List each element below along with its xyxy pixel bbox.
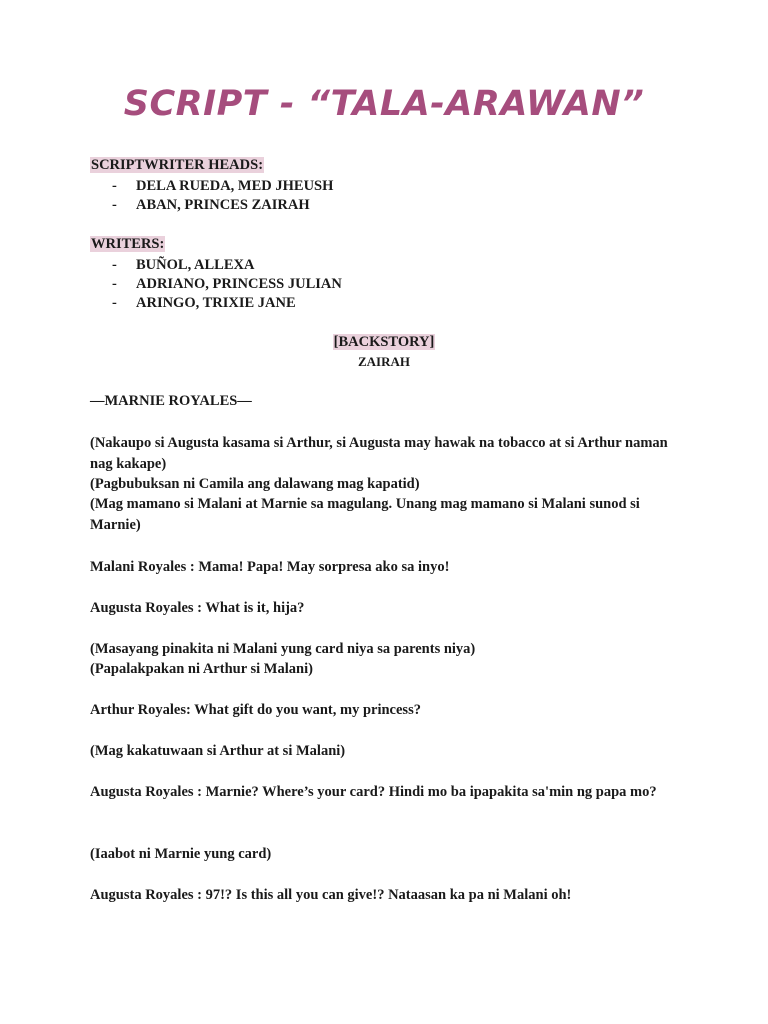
scriptwriter-heads-list: [112, 177, 333, 215]
section-author: ZAIRAH: [357, 354, 410, 369]
script-line: (Nakaupo si Augusta kasama si Arthur, si Augusta may hawak na tobacco at si Arthur naman nag kakape): [90, 435, 668, 472]
script-line: (Mag kakatuwaan si Arthur at si Malani): [90, 743, 346, 759]
script-line: (Pagbubuksan ni Camila ang dalawang mag kapatid): [90, 476, 420, 492]
dialogue-line: Malani Royales : Mama! Papa! May sorpresa ako sa inyo!: [90, 559, 450, 575]
writers-heading: [90, 236, 165, 253]
scene-header: —MARNIE ROYALES—: [90, 393, 252, 409]
list-item: - BUÑOL, ALLEXA: [112, 257, 255, 273]
script-title: SCRIPT - “TALA-ARAWAN”: [123, 84, 645, 124]
dialogue-line: Augusta Royales : 97!? Is this all you can give!? Nataasan ka pa ni Malani oh!: [90, 887, 572, 903]
dialogue-line: Augusta Royales : What is it, hija?: [90, 600, 305, 616]
dialogue-line: Arthur Royales: What gift do you want, my princess?: [90, 702, 421, 718]
writers-label: WRITERS:: [91, 236, 165, 252]
scriptwriter-heads-label: SCRIPTWRITER HEADS:: [91, 157, 264, 173]
dialogue-line: Augusta Royales : Marnie? Where’s your card? Hindi mo ba ipapakita sa'min ng papa mo?: [90, 784, 657, 800]
scriptwriter-heads-heading: [90, 157, 264, 174]
script-line: (Masayang pinakita ni Malani yung card niya sa parents niya): [90, 641, 476, 657]
list-item: - ARINGO, TRIXIE JANE: [112, 295, 296, 311]
script-line: (Mag mamano si Malani at Marnie sa magulang. Unang mag mamano si Malani sunod si Marnie): [90, 496, 640, 533]
script-line: (Papalakpakan ni Arthur si Malani): [90, 661, 313, 677]
writers-list: [112, 256, 342, 313]
list-item: - ADRIANO, PRINCESS JULIAN: [112, 276, 342, 292]
list-item: - ABAN, PRINCES ZAIRAH: [112, 197, 310, 213]
list-item: - DELA RUEDA, MED JHEUSH: [112, 178, 334, 194]
section-heading: [BACKSTORY]: [333, 334, 435, 350]
script-line: (Iaabot ni Marnie yung card): [90, 846, 272, 862]
